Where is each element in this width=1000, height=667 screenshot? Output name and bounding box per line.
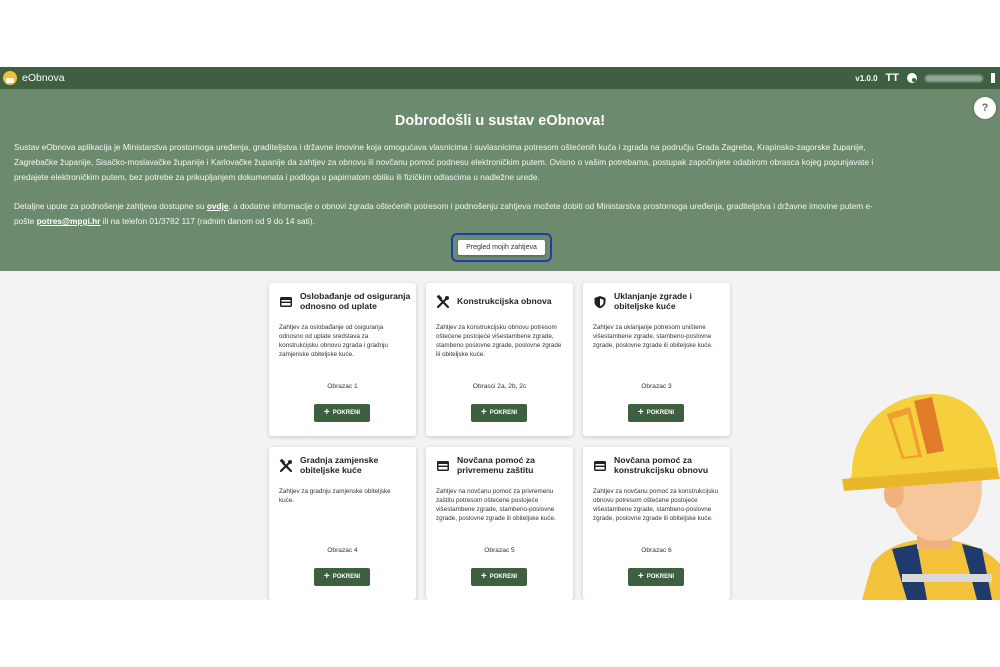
form-number: Obrazac 3 [641, 383, 672, 390]
info-paragraph [14, 199, 984, 229]
card-title: Novčana pomoć za konstrukcijsku obnovu [614, 455, 709, 475]
start-button[interactable] [314, 404, 370, 422]
start-label: POKRENI [332, 410, 361, 416]
tools-icon [279, 459, 293, 473]
info-text-a: Detaljne upute za podnošenje zahtjeva dostupne su [14, 201, 207, 211]
plus-icon: + [480, 407, 487, 418]
form-card-5 [426, 447, 573, 600]
form-card-1 [269, 283, 416, 436]
intro-line-1: Sustav eObnova aplikacija je Ministarstva prostornoga uređenja, graditeljstva i državne imovine koja omogućava vlasnicima i suvlasnicima potresom oštećenih kuća i zgrada na području Grada Zagreba, Krapinsko-zagorske županije, [14, 142, 866, 152]
form-number: Obrazac 4 [327, 547, 358, 554]
info-text-c: pošte [14, 216, 37, 226]
form-number: Obrasci 2a, 2b, 2c [472, 383, 527, 390]
start-label: POKRENI [489, 410, 518, 416]
card-title: Uklanjanje zgrade i obiteljske kuće [614, 291, 692, 311]
user-menu-icon[interactable] [991, 73, 998, 83]
brand-name[interactable]: eObnova [22, 72, 65, 84]
tools-icon [436, 295, 450, 309]
form-card-2 [426, 283, 573, 436]
top-bar [0, 67, 1000, 89]
intro-line-3: predajete elektroničkim putem, bez potrebe za prikupljanjem dokumenata i podloga u papirnatom obliku ili fizičkim odlascima u nadležne urede. [14, 172, 540, 182]
card-description: Zahtjev za uklanjanje potresom uništene višestambene zgrade, stambeno-poslovne zgrade, poslovne zgrade ili obiteljske kuće. [593, 324, 713, 349]
page-title: Dobrodošli u sustav eObnova! [394, 113, 606, 129]
card-icon [279, 295, 293, 309]
shield-icon [593, 295, 607, 309]
form-number: Obrazac 5 [484, 547, 515, 554]
start-button[interactable] [471, 568, 527, 586]
plus-icon: + [480, 571, 487, 582]
topbar-actions [855, 67, 1000, 89]
app-viewport [0, 67, 1000, 600]
font-size-icon[interactable]: TT [885, 71, 899, 84]
form-card-4 [269, 447, 416, 600]
plus-icon: + [637, 407, 644, 418]
palette-icon[interactable] [907, 73, 917, 83]
card-icon [436, 459, 450, 473]
start-label: POKRENI [332, 574, 361, 580]
form-number: Obrazac 1 [327, 383, 358, 390]
start-button[interactable] [471, 404, 527, 422]
start-button[interactable] [628, 568, 684, 586]
version-label: v1.0.0 [855, 73, 878, 83]
plus-icon: + [637, 571, 644, 582]
card-description: Zahtjev za konstrukcijsku obnovu potresom oštećene postojeće višestambene zgrade, stambeno poslovne zgrade, poslovne zgrade ili obiteljske kuće. [436, 324, 562, 358]
form-card-6 [583, 447, 730, 600]
start-label: POKRENI [646, 410, 675, 416]
plus-icon: + [323, 571, 330, 582]
card-title: Konstrukcijska obnova [457, 296, 552, 306]
form-number: Obrazac 6 [641, 547, 672, 554]
card-description: Zahtjev na novčanu pomoć za privremenu zaštitu potresom oštećene postojeće višestambene zgrade, stambeno-poslovne zgrade, poslovne zgrade ili obiteljske kuće. [436, 488, 556, 522]
welcome-hero [0, 89, 1000, 271]
user-name-redacted[interactable] [925, 75, 983, 82]
card-title: Oslobađanje od osiguranja odnosno od uplate [300, 291, 411, 311]
highlight-ring [451, 233, 552, 262]
start-label: POKRENI [489, 574, 518, 580]
logo-icon[interactable] [3, 71, 17, 85]
info-text-b: , a dodatne informacije o obnovi zgrada oštećenih potresom i podnošenju zahtjeva možete dobiti od Ministarstva prostornoga uređenja, graditeljstva i državne imovine putem e- [228, 201, 873, 211]
construction-worker-illustration [832, 379, 1000, 600]
plus-icon: + [323, 407, 330, 418]
my-requests-button[interactable]: Pregled mojih zahtjeva [458, 240, 545, 255]
card-description: Zahtjev za oslobađanje od osiguranja odnosno od uplate sredstava za konstrukcijsku obnovu zgrada i gradnju zamjenske obiteljske kuće. [279, 324, 388, 358]
card-description: Zahtjev za novčanu pomoć za konstrukcijsku obnovu potresom oštećene postojeće višestambene zgrade, stambeno-poslovne zgrade, poslovne zgrade ili obiteljske kuće. [593, 488, 718, 522]
card-title: Novčana pomoć za privremenu zaštitu [457, 455, 535, 475]
info-text-d: ili na telefon 01/3782 117 (radnim danom od 9 do 14 sati). [100, 216, 315, 226]
intro-line-2: Zagrebačke županije, Sisačko-moslavačke županije i Karlovačke županije da zahtjev za obnovu ili novčanu pomoć podnesu elektroničkim putem. Ovisno o vašim potrebama, postupak započinjete odabirom obrasca kojeg popunjavate i [14, 157, 874, 167]
instructions-link[interactable]: ovdje [206, 201, 229, 211]
card-description: Zahtjev za gradnju zamjenske obiteljske kuće. [279, 488, 391, 504]
card-icon [593, 459, 607, 473]
form-card-3 [583, 283, 730, 436]
card-title: Gradnja zamjenske obiteljske kuće [300, 455, 379, 475]
intro-paragraph [14, 140, 984, 185]
help-button[interactable]: ? [974, 97, 996, 119]
email-link[interactable]: potres@mpgi.hr [36, 216, 101, 226]
start-button[interactable] [628, 404, 684, 422]
start-button[interactable] [314, 568, 370, 586]
start-label: POKRENI [646, 574, 675, 580]
